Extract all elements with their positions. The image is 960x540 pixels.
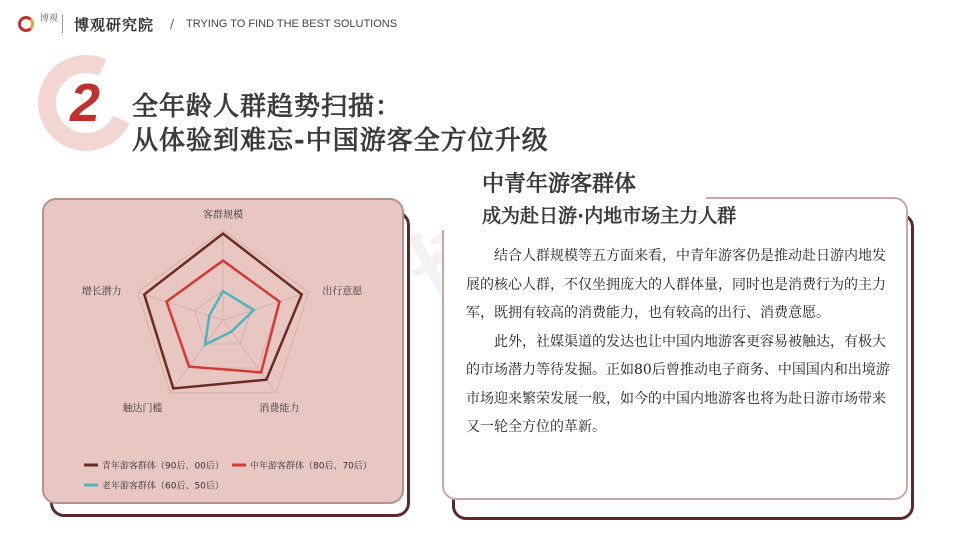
panel-subtitle: 成为赴日游·内地市场主力人群 [482,205,737,227]
radar-chart [42,198,404,504]
legend-label: 中年游客群体（80后、70后） [250,461,372,472]
section-title-line1: 全年龄人群趋势扫描： [132,92,403,122]
paragraph-1: 结合人群规模等五方面来看，中青年游客仍是推动赴日游内地发展的核心人群，不仅坐拥庞大的人群体量，同时也是消费行为的主力军，既拥有较高的消费能力，也有较高的出行、消费意愿。 [466,248,886,321]
header-divider [62,15,63,33]
section-title-line2: 从体验到难忘-中国游客全方位升级 [132,126,549,156]
panel-body [466,242,894,442]
radar-axis-label: 出行意愿 [322,286,363,298]
panel-title: 中青年游客群体 [482,172,637,197]
radar-axis-label: 消费能力 [259,403,300,415]
radar-axis-label: 触达门槛 [122,403,163,415]
section-number: 2 [70,73,101,133]
radar-axis-label: 客群规模 [203,210,243,221]
radar-axis-label: 增长潜力 [81,286,122,298]
brand-name: 博观研究院 [74,16,155,34]
radar-spoke [170,320,223,393]
paragraph-2: 此外，社媒渠道的发达也让中国内地游客更容易被触达，有极大的市场潜力等待发掘。正如80后曾推动电子商务、中国国内和出境游市场迎来繁荣发展一般，如今的中国内地游客也将为赴日游市场带来又一轮全方位的革新。 [466,333,890,435]
header-slash: / [170,17,175,31]
logo-text: 博观 [40,14,59,24]
tagline: TRYING TO FIND THE BEST SOLUTIONS [186,18,398,30]
legend-label: 老年游客群体（60后、50后） [102,481,224,492]
logo-icon [18,16,34,32]
legend-label: 青年游客群体（90后、00后） [102,461,224,472]
